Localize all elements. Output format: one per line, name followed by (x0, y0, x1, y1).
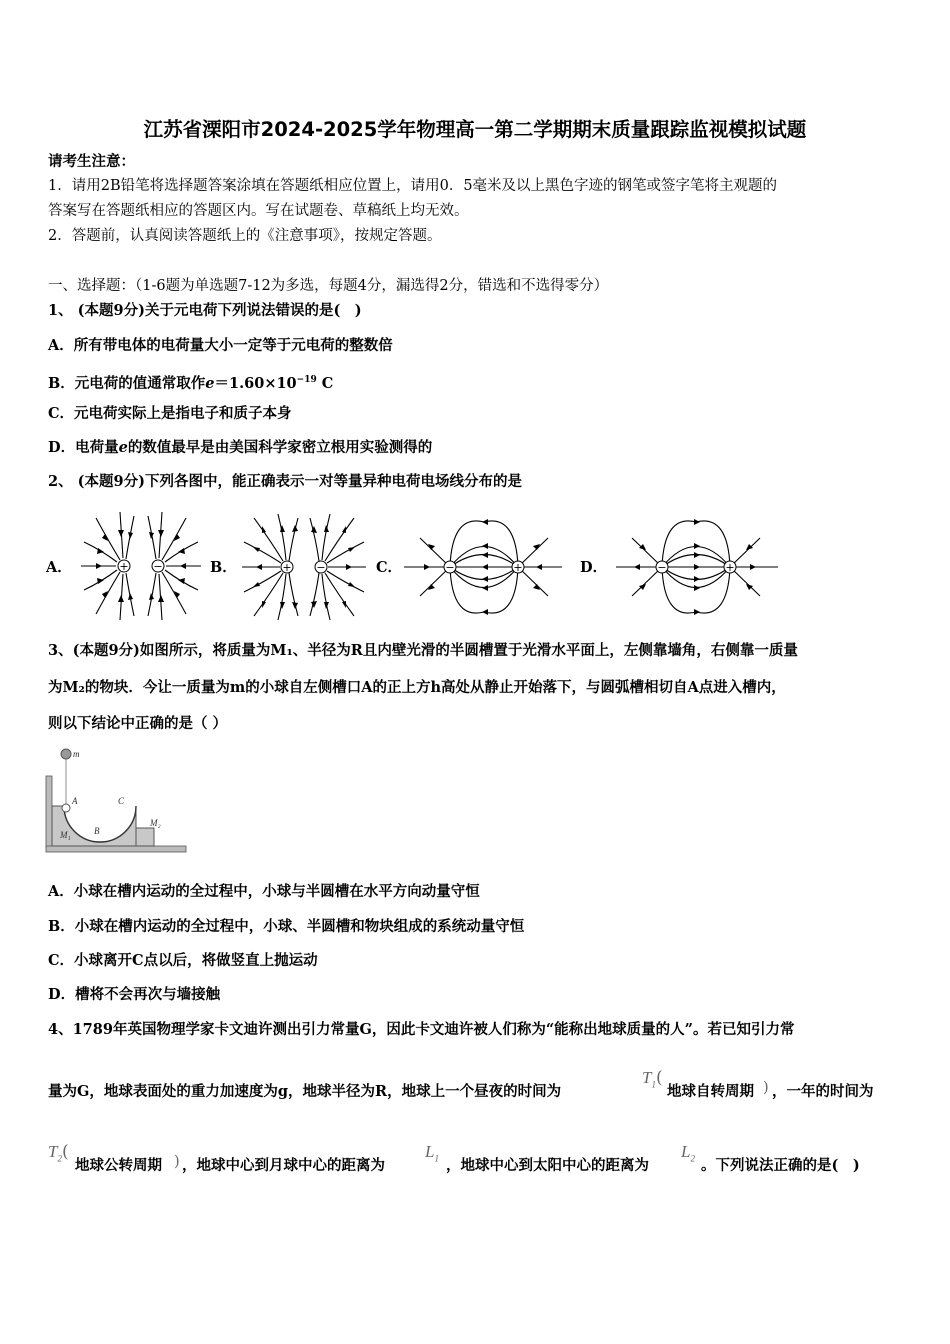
q1-option-c: C．元电荷实际上是指电子和质子本身 (48, 405, 292, 422)
field-diagram-c (402, 520, 564, 614)
q4-line-1: 4、1789年英国物理学家卡文迪许测出引力常量G，因此卡文迪许被人们称为“能称出地球质量的人”。若已知引力常 (48, 1021, 795, 1038)
q4-symbol-l2: $L_2$ (681, 1142, 695, 1164)
label-a: A (72, 796, 78, 806)
charge-minus: − (153, 560, 163, 573)
q3-option-c: C．小球离开C点以后，将做竖直上抛运动 (48, 952, 318, 969)
charge-plus: + (725, 561, 735, 574)
q3-option-a: A．小球在槽内运动的全过程中，小球与半圆槽在水平方向动量守恒 (48, 883, 480, 900)
q4-symbol-t2: $T_2$( (48, 1142, 69, 1164)
notice-line-3: 2．答题前，认真阅读答题纸上的《注意事项》，按规定答题。 (48, 228, 442, 244)
field-diagram-a (76, 510, 206, 622)
q4-moon: ，地球中心到月球中心的距离为 (182, 1157, 385, 1174)
page-title: 江苏省溧阳市2024-2025学年物理高一第二学期期末质量跟踪监视模拟试题 (143, 118, 807, 141)
charge-plus: + (513, 561, 523, 574)
label-m1: M₁ (60, 830, 71, 840)
q2-label-b: B． (210, 559, 237, 576)
q3-option-b: B．小球在槽内运动的全过程中，小球、半圆槽和物块组成的系统动量守恒 (48, 918, 525, 935)
section-heading: 一、选择题：（1-6题为单选题7-12为多选，每题4分，漏选得2分，错选和不选得零分） (48, 278, 609, 294)
q4-revolution: 地球公转周期 (75, 1157, 162, 1174)
q4-paren-close-1: ) (763, 1080, 769, 1096)
field-diagram-b (238, 512, 370, 622)
q1-stem: 1、 (本题9分)关于元电荷下列说法错误的是( ) (48, 302, 362, 319)
label-c: C (118, 796, 125, 806)
q4-end: 。下列说法正确的是( ) (701, 1157, 860, 1174)
q2-label-d: D． (580, 559, 608, 576)
notice-line-1: 1．请用2B铅笔将选择题答案涂填在答题纸相应位置上，请用0．5毫米及以上黑色字迹的钢笔或签字笔将主观题的 (48, 178, 778, 194)
q4-line-2: 量为G，地球表面处的重力加速度为g，地球半径为R，地球上一个昼夜的时间为 (48, 1083, 562, 1100)
q4-symbol-l1: $L_1$ (425, 1142, 439, 1164)
q2-label-c: C． (376, 559, 403, 576)
semicircle-groove-figure (44, 746, 188, 854)
charge-minus: − (445, 561, 455, 574)
q2-stem: 2、 (本题9分)下列各图中，能正确表示一对等量异种电荷电场线分布的是 (48, 473, 522, 490)
field-diagram-d (614, 520, 780, 614)
q4-sun: ，地球中心到太阳中心的距离为 (446, 1157, 649, 1174)
q4-year: ，一年的时间为 (772, 1083, 874, 1100)
q4-symbol-t1: $T_1$( (642, 1068, 663, 1090)
q3-line-1: 3、(本题9分)如图所示，将质量为M₁、半径为R且内壁光滑的半圆槽置于光滑水平面上，左侧靠墙角，右侧靠一质量 (48, 642, 798, 659)
notice-heading: 请考生注意： (48, 153, 135, 170)
charge-minus: − (657, 561, 667, 574)
q1-option-d: D．电荷量e的数值最早是由美国科学家密立根用实验测得的 (48, 439, 433, 456)
q4-rotation: 地球自转周期 (667, 1083, 754, 1100)
charge-plus: + (119, 560, 129, 573)
charge-plus: + (282, 561, 292, 574)
q4-paren-close-2: ) (174, 1154, 180, 1170)
label-m: m (73, 749, 80, 759)
label-m2: M₂ (150, 818, 161, 828)
q3-line-3: 则以下结论中正确的是（ ） (48, 715, 228, 732)
q3-option-d: D．槽将不会再次与墙接触 (48, 986, 221, 1003)
q1-option-a: A．所有带电体的电荷量大小一定等于元电荷的整数倍 (48, 337, 393, 354)
q3-line-2: 为M₂的物块．今让一质量为m的小球自左侧槽口A的正上方h高处从静止开始落下，与圆弧槽相切自A点进入槽内， (48, 679, 786, 696)
q1-option-b: B．元电荷的值通常取作$e=1.60\times 10^{-19}$ C (48, 374, 334, 392)
charge-minus: − (316, 561, 326, 574)
label-b: B (94, 826, 100, 836)
notice-line-2: 答案写在答题纸相应的答题区内。写在试题卷、草稿纸上均无效。 (48, 203, 469, 219)
q2-label-a: A． (46, 559, 72, 576)
